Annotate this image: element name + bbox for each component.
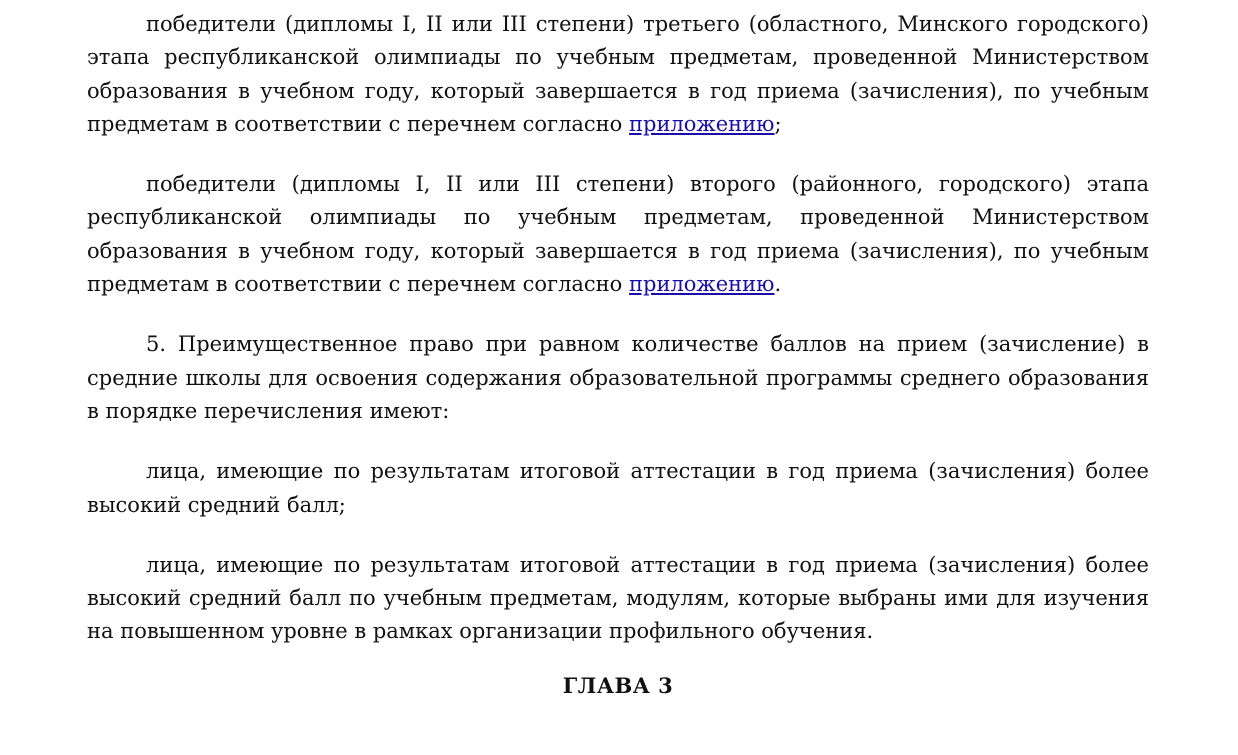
paragraph-punctuation: ; (774, 111, 782, 136)
chapter-heading: ГЛАВА 3 (562, 672, 674, 698)
document-body (87, 8, 1149, 702)
paragraph-olympiad-second-stage (87, 168, 1149, 301)
paragraph-text: победители (дипломы I, II или III степени) второго (районного, городского) этапа республиканской олимпиады по учебным предметам, проведенной Министерством образования в учебном году, который завершается в год приема (зачисления), по учебным предметам в соответствии с перечнем согласно (87, 172, 1149, 297)
paragraph-higher-average-score: лица, имеющие по результатам итоговой аттестации в год приема (зачисления) более высокий средний балл; (87, 459, 1149, 517)
appendix-link[interactable]: приложению (629, 272, 775, 297)
paragraph-punctuation: . (774, 272, 782, 297)
appendix-link[interactable]: приложению (629, 111, 775, 136)
paragraph-text: победители (дипломы I, II или III степени) третьего (областного, Минского городского) этапа республиканской олимпиады по учебным предметам, проведенной Министерством образования в учебном году, который завершается в год приема (зачисления), по учебным предметам в соответствии с перечнем согласно (87, 12, 1149, 136)
paragraph-preferential-right: 5. Преимущественное право при равном количестве баллов на прием (зачисление) в средние школы для освоения содержания образовательной программы среднего образования в порядке перечисления имеют: (87, 332, 1149, 423)
paragraph-higher-profile-score: лица, имеющие по результатам итоговой аттестации в год приема (зачисления) более высокий средний балл по учебным предметам, модулям, которые выбраны ими для изучения на повышенном уровне в рамках организации профильного обучения. (87, 552, 1149, 644)
paragraph-olympiad-third-stage (87, 8, 1149, 141)
